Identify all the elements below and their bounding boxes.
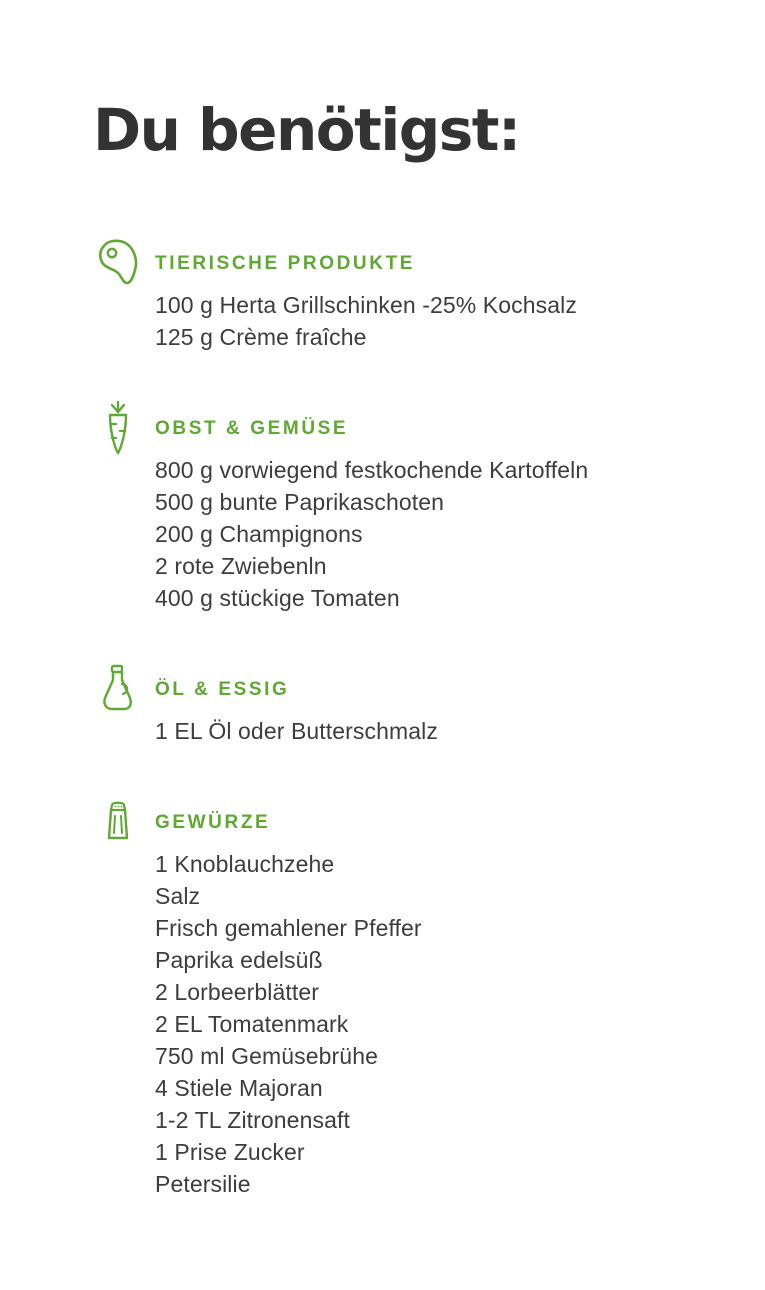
section-heading: GEWÜRZE: [155, 812, 271, 833]
section-heading: ÖL & ESSIG: [155, 679, 290, 700]
ingredient-item: 400 g stückige Tomaten: [155, 585, 400, 611]
ingredient-item: 2 EL Tomatenmark: [155, 1011, 349, 1037]
ingredient-list: [155, 715, 438, 747]
ingredient-item: 1 Prise Zucker: [155, 1139, 305, 1165]
ingredient-item: 4 Stiele Majoran: [155, 1075, 323, 1101]
ingredient-item: 1 Knoblauchzehe: [155, 851, 335, 877]
section-heading: TIERISCHE PRODUKTE: [155, 253, 416, 274]
ingredient-item: 2 Lorbeerblätter: [155, 979, 319, 1005]
page-title: Du benötigst:: [93, 96, 520, 164]
ingredient-item: 125 g Crème fraîche: [155, 324, 367, 350]
ingredient-item: Paprika edelsüß: [155, 947, 323, 973]
ingredient-item: Frisch gemahlener Pfeffer: [155, 915, 422, 941]
ingredient-list: [155, 848, 422, 1200]
ingredient-item: 200 g Champignons: [155, 521, 363, 547]
ingredient-item: Petersilie: [155, 1171, 251, 1197]
ingredient-item: Salz: [155, 883, 201, 909]
ingredient-list: [155, 454, 588, 614]
ingredient-item: 1 EL Öl oder Butterschmalz: [155, 718, 438, 744]
ingredient-list: [155, 289, 577, 353]
ingredient-item: 100 g Herta Grillschinken -25% Kochsalz: [155, 292, 577, 318]
ingredient-item: 800 g vorwiegend festkochende Kartoffeln: [155, 457, 589, 483]
ingredient-item: 2 rote Zwiebenln: [155, 553, 327, 579]
steak-icon: [98, 238, 138, 294]
ingredient-item: 500 g bunte Paprikaschoten: [155, 489, 445, 515]
ingredient-item: 1-2 TL Zitronensaft: [155, 1107, 350, 1133]
oil-bottle-icon: [98, 664, 138, 720]
salt-shaker-icon: [98, 800, 138, 856]
ingredient-item: 750 ml Gemüsebrühe: [155, 1043, 378, 1069]
carrot-icon: [98, 400, 138, 456]
section-heading: OBST & GEMÜSE: [155, 418, 349, 439]
